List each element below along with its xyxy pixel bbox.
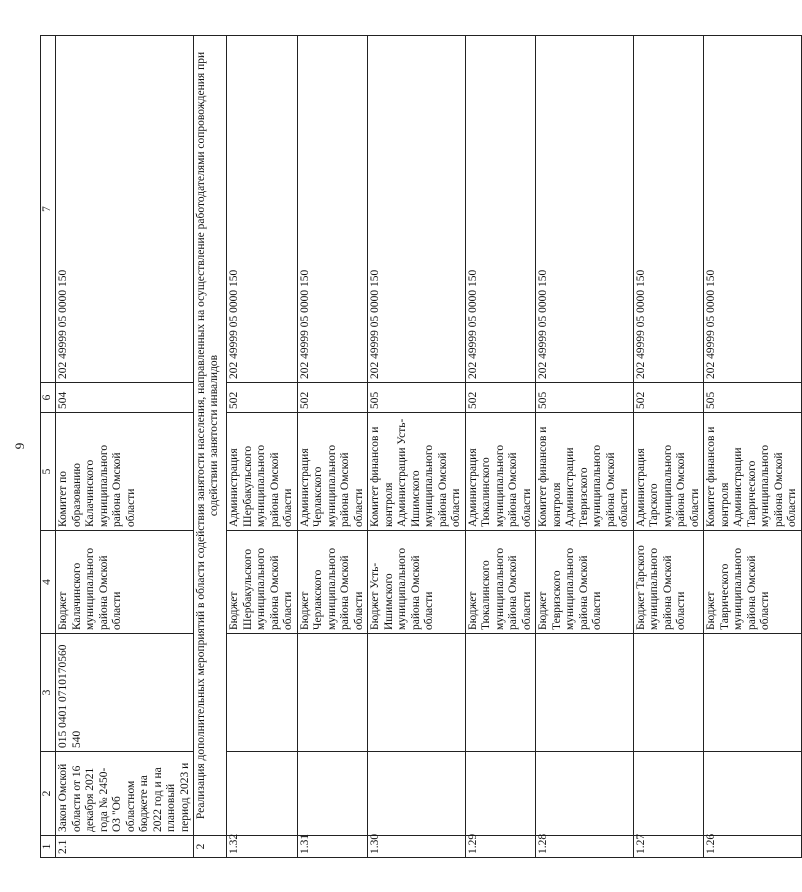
table-row <box>368 36 466 858</box>
codes-cell <box>536 634 634 752</box>
budget-cell: Бюджет Тюкалинского муниципального района Омской области <box>465 531 536 634</box>
header-cell: 1 <box>41 836 56 858</box>
gr-cell: 505 <box>368 383 466 413</box>
law-cell <box>704 752 802 836</box>
kbk-cell: 202 49999 05 0000 150 <box>536 36 634 383</box>
law-cell <box>465 752 536 836</box>
budget-cell: Бюджет Черлакского муниципального района Омской области <box>297 531 368 634</box>
last-row <box>56 36 194 858</box>
admin-cell: Комитет финансов и контроля Администрации Усть-Ишимского муниципального района Омской области <box>368 413 466 531</box>
codes-cell <box>368 634 466 752</box>
admin-cell: Администрация Тюкалинского муниципального района Омской области <box>465 413 536 531</box>
budget-cell: Бюджет Шербакульского муниципального района Омской области <box>227 531 298 634</box>
kbk-cell: 202 49999 05 0000 150 <box>465 36 536 383</box>
header-cell: 5 <box>41 413 56 531</box>
row-number: 1.29 <box>465 836 536 858</box>
row-number: 1.30 <box>368 836 466 858</box>
kbk-cell: 202 49999 05 0000 150 <box>227 36 298 383</box>
gr-cell: 502 <box>297 383 368 413</box>
budget-cell: Бюджет Тевризского муниципального района Омской области <box>536 531 634 634</box>
table-row <box>297 36 368 858</box>
budget-cell: Бюджет Усть-Ишимского муниципального района Омской области <box>368 531 466 634</box>
table-row <box>227 36 298 858</box>
section-title: Реализация дополнительных мероприятий в области содействия занятости населения, направленных на осуществление работодателями сопровождения при содействии занятости инвалидов <box>194 36 227 836</box>
gr-cell: 502 <box>465 383 536 413</box>
table-row <box>633 36 704 858</box>
admin-cell: Комитет финансов и контроля Администрации Тевризского муниципального района Омской области <box>536 413 634 531</box>
kbk-cell: 202 49999 05 0000 150 <box>704 36 802 383</box>
table-row <box>465 36 536 858</box>
gr-cell: 505 <box>536 383 634 413</box>
admin-cell: Комитет финансов и контроля Администрации Таврического муниципального района Омской области <box>704 413 802 531</box>
law-cell <box>633 752 704 836</box>
admin-cell: Администрация Шербакульского муниципального района Омской области <box>227 413 298 531</box>
admin-cell: Комитет по образованию Калачинского муниципального района Омской области <box>56 413 194 531</box>
section-row <box>194 36 227 858</box>
kbk-cell: 202 49999 05 0000 150 <box>368 36 466 383</box>
law-cell <box>368 752 466 836</box>
law-cell <box>227 752 298 836</box>
codes-cell: 015 0401 0710170560 540 <box>56 634 194 752</box>
row-number: 1.27 <box>633 836 704 858</box>
admin-cell: Администрация Черлакского муниципального района Омской области <box>297 413 368 531</box>
gr-cell: 504 <box>56 383 194 413</box>
header-cell: 7 <box>41 36 56 383</box>
gr-cell: 502 <box>633 383 704 413</box>
codes-cell <box>227 634 298 752</box>
row-number: 2.1 <box>56 836 194 858</box>
table-row <box>704 36 802 858</box>
header-row <box>41 36 56 858</box>
table-row <box>536 36 634 858</box>
budget-cell: Бюджет Тарского муниципального района Омской области <box>633 531 704 634</box>
kbk-cell: 202 49999 05 0000 150 <box>56 36 194 383</box>
codes-cell <box>704 634 802 752</box>
header-cell: 3 <box>41 634 56 752</box>
row-number: 1.31 <box>297 836 368 858</box>
budget-table <box>40 35 802 858</box>
gr-cell: 502 <box>227 383 298 413</box>
budget-cell: Бюджет Таврического муниципального района Омской области <box>704 531 802 634</box>
row-number: 1.28 <box>536 836 634 858</box>
header-cell: 2 <box>41 752 56 836</box>
law-cell: Закон Омской области от 16 декабря 2021 года № 2450-ОЗ "Об областном бюджете на 2022 год и на плановый период 2023 и <box>56 752 194 836</box>
admin-cell: Администрация Тарского муниципального района Омской области <box>633 413 704 531</box>
row-number: 1.32 <box>227 836 298 858</box>
law-cell <box>297 752 368 836</box>
row-number: 1.26 <box>704 836 802 858</box>
budget-cell: Бюджет Калачинского муниципального района Омской области <box>56 531 194 634</box>
kbk-cell: 202 49999 05 0000 150 <box>297 36 368 383</box>
page-number: 9 <box>12 442 27 450</box>
law-cell <box>536 752 634 836</box>
header-cell: 4 <box>41 531 56 634</box>
header-cell: 6 <box>41 383 56 413</box>
codes-cell <box>297 634 368 752</box>
kbk-cell: 202 49999 05 0000 150 <box>633 36 704 383</box>
gr-cell: 505 <box>704 383 802 413</box>
codes-cell <box>633 634 704 752</box>
section-number: 2 <box>194 836 227 858</box>
codes-cell <box>465 634 536 752</box>
